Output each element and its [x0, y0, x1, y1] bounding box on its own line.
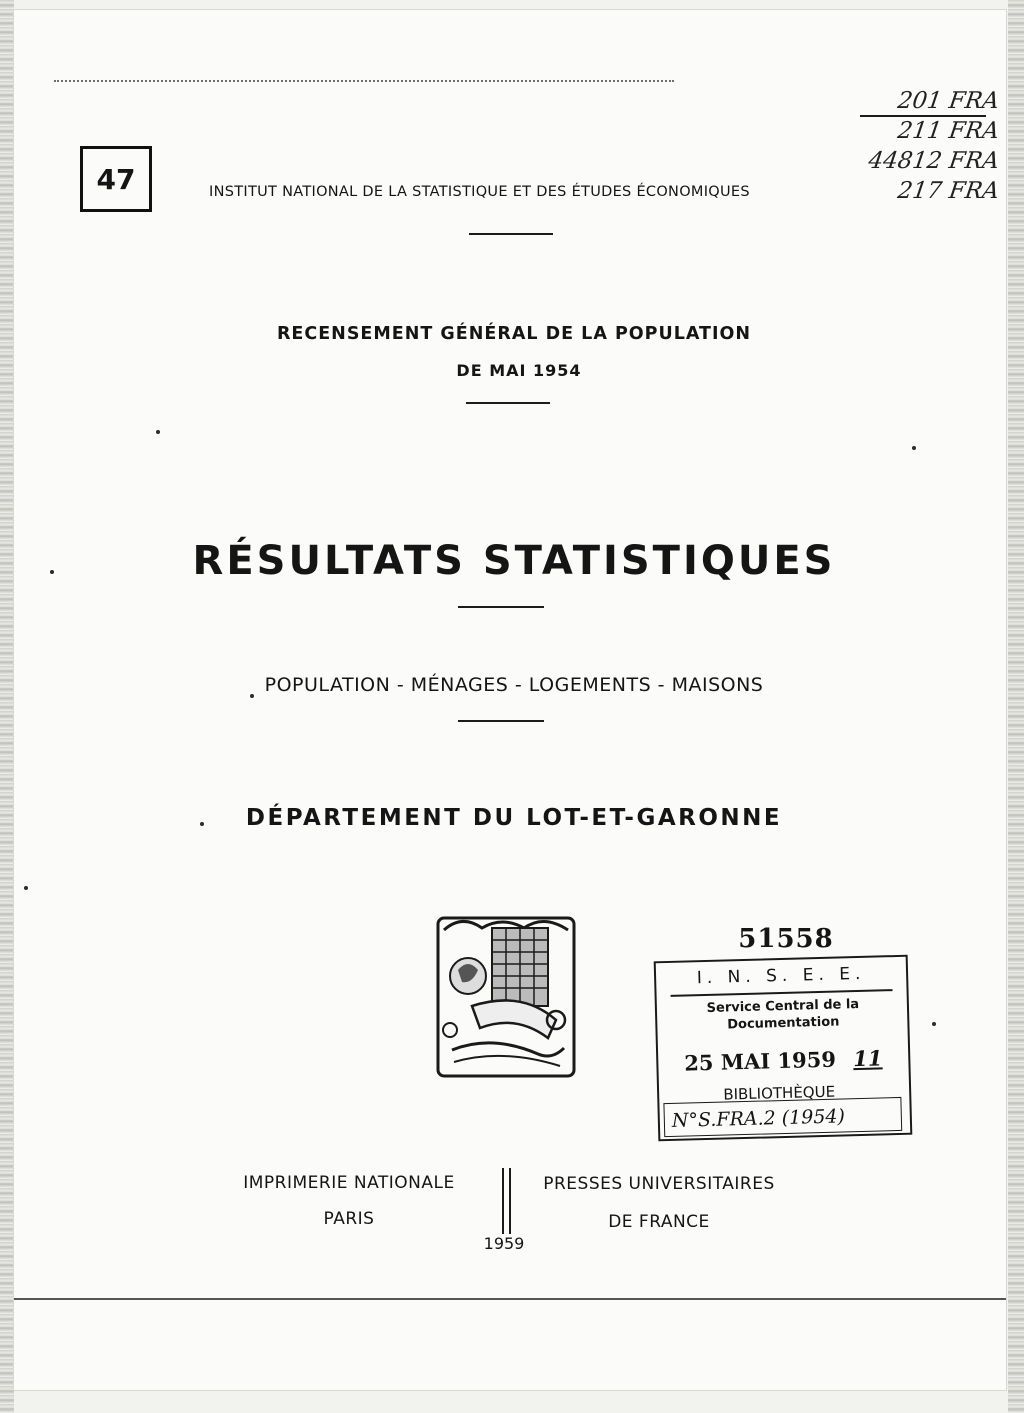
- handwritten-ref: 217 FRA: [896, 178, 1001, 204]
- ink-speck: [250, 694, 254, 698]
- ink-speck: [912, 446, 916, 450]
- divider: [458, 606, 544, 608]
- library-stamp: [654, 955, 913, 1142]
- divider: [466, 402, 550, 404]
- ink-speck: [932, 1022, 936, 1026]
- main-title: RÉSULTATS STATISTIQUES: [192, 538, 836, 584]
- top-dotted-line: [54, 80, 674, 82]
- stamp-date-note: 11: [852, 1045, 883, 1072]
- right-scan-edge: [1008, 0, 1024, 1413]
- handwritten-ref: 44812 FRA: [866, 148, 1001, 174]
- imprint-separator: [502, 1168, 511, 1234]
- handwriting-underline: [860, 115, 986, 117]
- acquisition-number: 51558: [738, 924, 834, 954]
- census-date: DE MAI 1954: [456, 361, 582, 380]
- catalog-number: 47: [96, 162, 136, 196]
- department-title: DÉPARTEMENT DU LOT-ET-GARONNE: [245, 805, 783, 831]
- publication-year: 1959: [483, 1234, 525, 1253]
- stamp-reference: N°S.FRA.2 (1954): [671, 1105, 846, 1132]
- ink-speck: [200, 822, 204, 826]
- catalog-box: [80, 146, 152, 212]
- printer-emblem: [432, 910, 582, 1090]
- subtitle: POPULATION - MÉNAGES - LOGEMENTS - MAISONS: [264, 674, 764, 696]
- left-scan-edge: [0, 0, 14, 1413]
- ink-speck: [156, 430, 160, 434]
- bottom-rule: [14, 1298, 1006, 1300]
- handwritten-references: [839, 86, 999, 206]
- handwritten-ref: 201 FRA: [896, 88, 1001, 114]
- imprint-right: [534, 1165, 784, 1241]
- document-page: [14, 10, 1006, 1390]
- printer-name: IMPRIMERIE NATIONALE: [243, 1173, 455, 1193]
- stamp-service: Service Central de la Documentation: [706, 996, 860, 1033]
- imprint-left: [214, 1165, 484, 1237]
- census-title: RECENSEMENT GÉNÉRAL DE LA POPULATION: [276, 324, 752, 344]
- divider: [458, 720, 544, 722]
- stamp-library: BIBLIOTHÈQUE: [723, 1082, 836, 1104]
- stamp-date: [678, 1045, 889, 1075]
- handwritten-ref: 211 FRA: [896, 118, 1001, 144]
- ink-speck: [24, 886, 28, 890]
- printer-city: PARIS: [323, 1209, 375, 1229]
- publisher-country: DE FRANCE: [608, 1212, 710, 1232]
- stamp-date-text: 25 MAI 1959: [683, 1046, 837, 1076]
- divider: [469, 233, 553, 235]
- publisher-name: PRESSES UNIVERSITAIRES: [543, 1174, 775, 1194]
- ink-speck: [50, 570, 54, 574]
- institute-heading: INSTITUT NATIONAL DE LA STATISTIQUE ET DES ÉTUDES ÉCONOMIQUES: [209, 184, 750, 200]
- stamp-org: I. N. S. E. E.: [696, 963, 866, 989]
